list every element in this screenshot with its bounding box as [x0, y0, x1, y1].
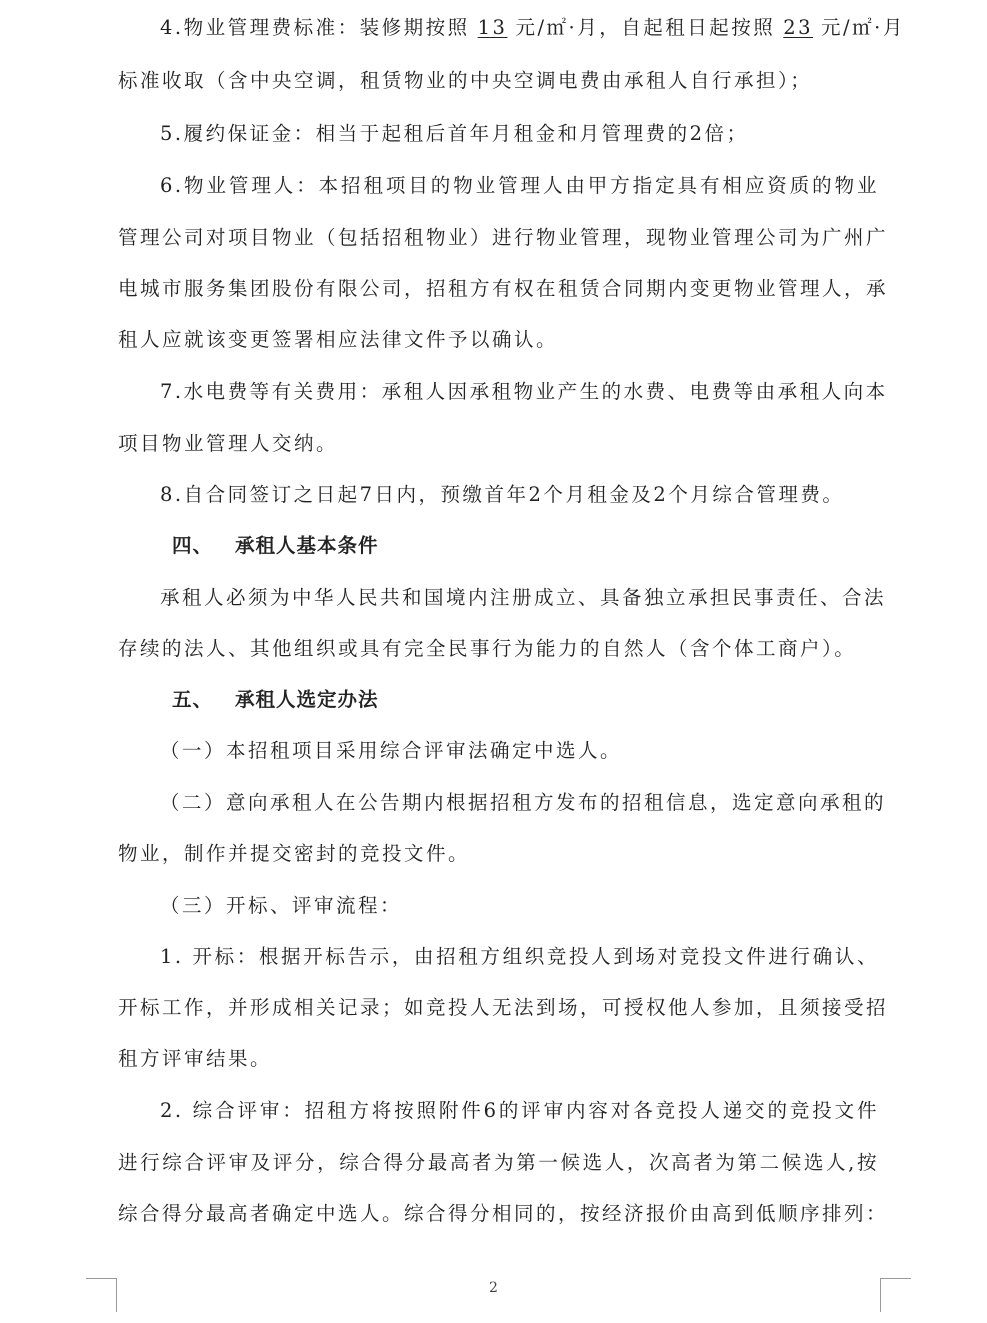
prepayment-line: 8.自合同签订之日起7日内，预缴首年2个月租金及2个月综合管理费。 [160, 483, 845, 506]
basic-conditions-line-1: 承租人必须为中华人民共和国境内注册成立、具备独立承担民事责任、合法 [160, 586, 887, 609]
fee-standard-prefix: 4.物业管理费标准：装修期按照 [160, 16, 470, 39]
section-4-title: 承租人基本条件 [235, 534, 379, 557]
page-number: 2 [489, 1280, 498, 1296]
selection-method-item-3: （三）开标、评审流程： [160, 894, 403, 917]
selection-method-item-2-line-1: （二）意向承租人在公告期内根据招租方发布的招租信息，选定意向承租的 [160, 791, 887, 814]
section-5-title: 承租人选定办法 [235, 688, 379, 711]
utility-fee-line-2: 项目物业管理人交纳。 [118, 432, 339, 455]
fitout-fee-value: 13 [477, 16, 508, 39]
fee-standard-unit-2: 元/㎡·月 [821, 16, 905, 39]
comprehensive-review-line-1: 2. 综合评审：招租方将按照附件6的评审内容对各竞投人递交的竞投文件 [160, 1099, 879, 1122]
fee-standard-unit-1: 元/㎡·月，自起租日起按照 [515, 16, 776, 39]
section-heading-5 [172, 686, 987, 714]
comprehensive-review-line-2: 进行综合评审及评分，综合得分最高者为第一候选人，次高者为第二候选人,按 [118, 1151, 879, 1174]
fee-standard-line-2: 标准收取（含中央空调，租赁物业的中央空调电费由承租人自行承担）； [118, 69, 813, 92]
property-manager-line-2: 管理公司对项目物业（包括招租物业）进行物业管理，现物业管理公司为广州广 [118, 226, 889, 249]
section-heading-4 [172, 532, 987, 560]
comprehensive-review-line-3: 综合得分最高者确定中选人。综合得分相同的，按经济报价由高到低顺序排列： [118, 1202, 889, 1225]
section-4-number: 四、 [172, 534, 214, 557]
fee-standard-line-1 [160, 14, 987, 42]
property-manager-line-3: 电城市服务集团股份有限公司，招租方有权在租赁合同期内变更物业管理人，承 [118, 277, 889, 300]
property-manager-line-4: 租人应就该变更签署相应法律文件予以确认。 [118, 328, 559, 351]
basic-conditions-line-2: 存续的法人、其他组织或具有完全民事行为能力的自然人（含个体工商户）。 [118, 637, 857, 660]
rent-fee-value: 23 [783, 16, 814, 39]
bid-opening-line-1: 1. 开标：根据开标告示，由招租方组织竞投人到场对竞投文件进行确认、 [160, 945, 879, 968]
performance-bond-line: 5.履约保证金：相当于起租后首年月租金和月管理费的2倍； [160, 122, 749, 145]
section-5-number: 五、 [172, 688, 214, 711]
selection-method-item-2-line-2: 物业，制作并提交密封的竞投文件。 [118, 842, 471, 865]
bid-opening-line-3: 租方评审结果。 [118, 1047, 273, 1070]
selection-method-item-1: （一）本招租项目采用综合评审法确定中选人。 [160, 739, 623, 762]
utility-fee-line-1: 7.水电费等有关费用：承租人因承租物业产生的水费、电费等由承租人向本 [160, 380, 888, 403]
property-manager-line-1: 6.物业管理人：本招租项目的物业管理人由甲方指定具有相应资质的物业 [160, 174, 879, 197]
bid-opening-line-2: 开标工作，并形成相关记录；如竞投人无法到场，可授权他人参加，且须接受招 [118, 996, 889, 1019]
